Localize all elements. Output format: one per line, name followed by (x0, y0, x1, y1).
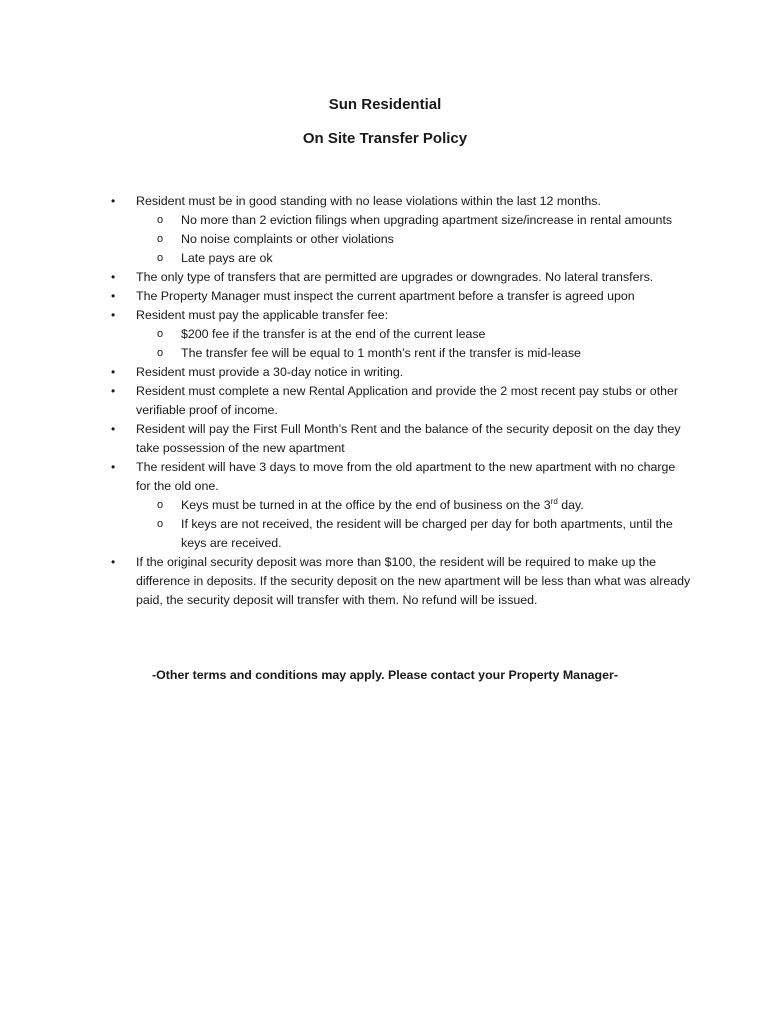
policy-item-text: Resident must pay the applicable transfer fee: (136, 308, 389, 322)
bullet-icon: • (111, 194, 116, 208)
policy-item-inspection (111, 287, 691, 306)
sub-bullet-icon: o (157, 233, 164, 245)
bullet-icon: • (111, 460, 116, 474)
policy-item-transfer-fee (111, 306, 691, 325)
policy-item-text: The only type of transfers that are permitted are upgrades or downgrades. No lateral transfers. (136, 270, 654, 284)
sub-bullet-icon: o (157, 328, 164, 340)
bullet-icon: • (111, 270, 116, 284)
policy-subitem-text: No more than 2 eviction filings when upgrading apartment size/increase in rental amounts (181, 213, 673, 227)
sub-bullet-icon: o (157, 518, 164, 530)
policy-list (111, 192, 691, 610)
policy-subitem-end-of-lease-fee (111, 325, 691, 344)
policy-item-move-window (111, 458, 691, 496)
footer-note: -Other terms and conditions may apply. Please contact your Property Manager- (152, 668, 618, 682)
policy-title: On Site Transfer Policy (302, 130, 468, 147)
policy-item-text: The resident will have 3 days to move from the old apartment to the new apartment with no charge for the old one. (136, 460, 676, 493)
bullet-icon: • (111, 308, 116, 322)
sub-bullet-icon: o (157, 214, 164, 226)
bullet-icon: • (111, 555, 116, 569)
policy-subitem-text (181, 498, 584, 512)
policy-item-rental-application (111, 382, 691, 420)
policy-subitem-noise-complaints (111, 230, 691, 249)
policy-item-text: Resident must provide a 30-day notice in writing. (136, 365, 404, 379)
policy-subitem-mid-lease-fee (111, 344, 691, 363)
company-name: Sun Residential (328, 96, 442, 113)
policy-subitem-key-return (111, 496, 691, 515)
bullet-icon: • (111, 384, 116, 398)
key-return-text: Keys must be turned in at the office by the end of business on the 3 (181, 498, 551, 512)
policy-item-text: The Property Manager must inspect the current apartment before a transfer is agreed upon (136, 289, 635, 303)
bullet-icon: • (111, 289, 116, 303)
policy-subitem-text: The transfer fee will be equal to 1 month’s rent if the transfer is mid-lease (181, 346, 581, 360)
policy-item-first-month-rent (111, 420, 691, 458)
policy-subitem-text: $200 fee if the transfer is at the end of the current lease (181, 327, 486, 341)
policy-item-notice (111, 363, 691, 382)
sub-bullet-icon: o (157, 499, 164, 511)
policy-subitem-text: If keys are not received, the resident will be charged per day for both apartments, until the keys are received. (181, 517, 673, 550)
policy-subitem-late-pays (111, 249, 691, 268)
ordinal-suffix: rd (550, 496, 558, 506)
policy-item-good-standing (111, 192, 691, 211)
policy-item-text: Resident will pay the First Full Month’s Rent and the balance of the security deposit on the day they take possession of the new apartment (136, 422, 681, 455)
bullet-icon: • (111, 365, 116, 379)
policy-subitem-keys-not-received (111, 515, 691, 553)
policy-item-text: Resident must complete a new Rental Application and provide the 2 most recent pay stubs or other verifiable proof of income. (136, 384, 679, 417)
policy-subitem-eviction-filings (111, 211, 691, 230)
key-return-text-end: day. (557, 498, 584, 512)
policy-item-transfer-types (111, 268, 691, 287)
sub-bullet-icon: o (157, 252, 164, 264)
policy-item-text: If the original security deposit was more than $100, the resident will be required to make up the difference in deposits. If the security deposit on the new apartment will be less than what was already paid, the security deposit will transfer with them. No refund will be issued. (136, 555, 691, 607)
policy-subitem-text: Late pays are ok (181, 251, 273, 265)
policy-item-text: Resident must be in good standing with no lease violations within the last 12 months. (136, 194, 601, 208)
bullet-icon: • (111, 422, 116, 436)
sub-bullet-icon: o (157, 347, 164, 359)
policy-item-security-deposit (111, 553, 691, 610)
policy-subitem-text: No noise complaints or other violations (181, 232, 394, 246)
